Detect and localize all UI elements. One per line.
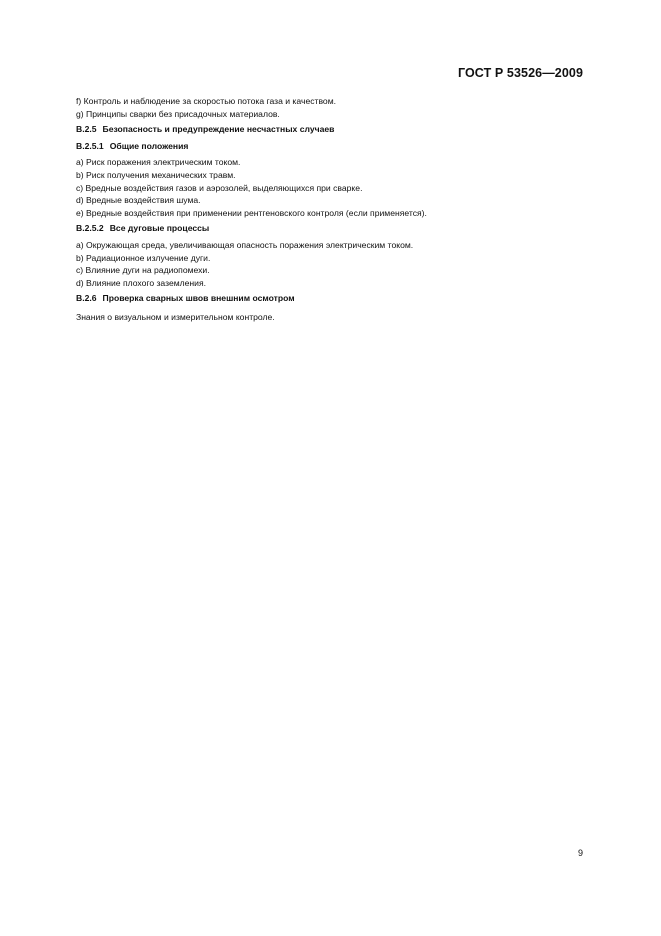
list-item-e: e) Вредные воздействия при применении рентгеновского контроля (если применяется). — [76, 207, 427, 218]
section-heading-b251 — [76, 140, 588, 153]
document-body — [76, 95, 588, 324]
section-title: Общие положения — [109, 140, 189, 151]
section-title: Проверка сварных швов внешним осмотром — [102, 293, 295, 304]
section-heading-b25 — [76, 123, 588, 136]
list-item-c: c) Влияние дуги на радиопомехи. — [76, 265, 210, 276]
section-heading-b26 — [76, 292, 588, 305]
section-number: В.2.6 — [76, 293, 97, 304]
page-number: 9 — [577, 848, 583, 858]
section-heading-b252 — [76, 222, 588, 235]
section-number: В.2.5.1 — [76, 140, 104, 151]
list-item-a: a) Окружающая среда, увеличивающая опасность поражения электрическим током. — [76, 239, 414, 250]
list-item-b: b) Риск получения механических травм. — [76, 169, 236, 180]
section-number: В.2.5.2 — [76, 223, 104, 234]
list-item-d: d) Влияние плохого заземления. — [76, 277, 207, 288]
list-item-a: a) Риск поражения электрическим током. — [76, 157, 241, 168]
document-header: ГОСТ Р 53526—2009 — [457, 66, 583, 80]
list-item-d: d) Вредные воздействия шума. — [76, 195, 201, 206]
list-item-g: g) Принципы сварки без присадочных материалов. — [76, 108, 280, 119]
list-item-b: b) Радиационное излучение дуги. — [76, 252, 211, 263]
section-title: Все дуговые процессы — [109, 223, 210, 234]
paragraph: Знания о визуальном и измерительном контроле. — [76, 311, 275, 322]
section-number: В.2.5 — [76, 124, 97, 135]
section-title: Безопасность и предупреждение несчастных случаев — [102, 124, 335, 135]
list-item-c: c) Вредные воздействия газов и аэрозолей, выделяющихся при сварке. — [76, 182, 363, 193]
list-item-f: f) Контроль и наблюдение за скоростью потока газа и качеством. — [76, 96, 336, 106]
